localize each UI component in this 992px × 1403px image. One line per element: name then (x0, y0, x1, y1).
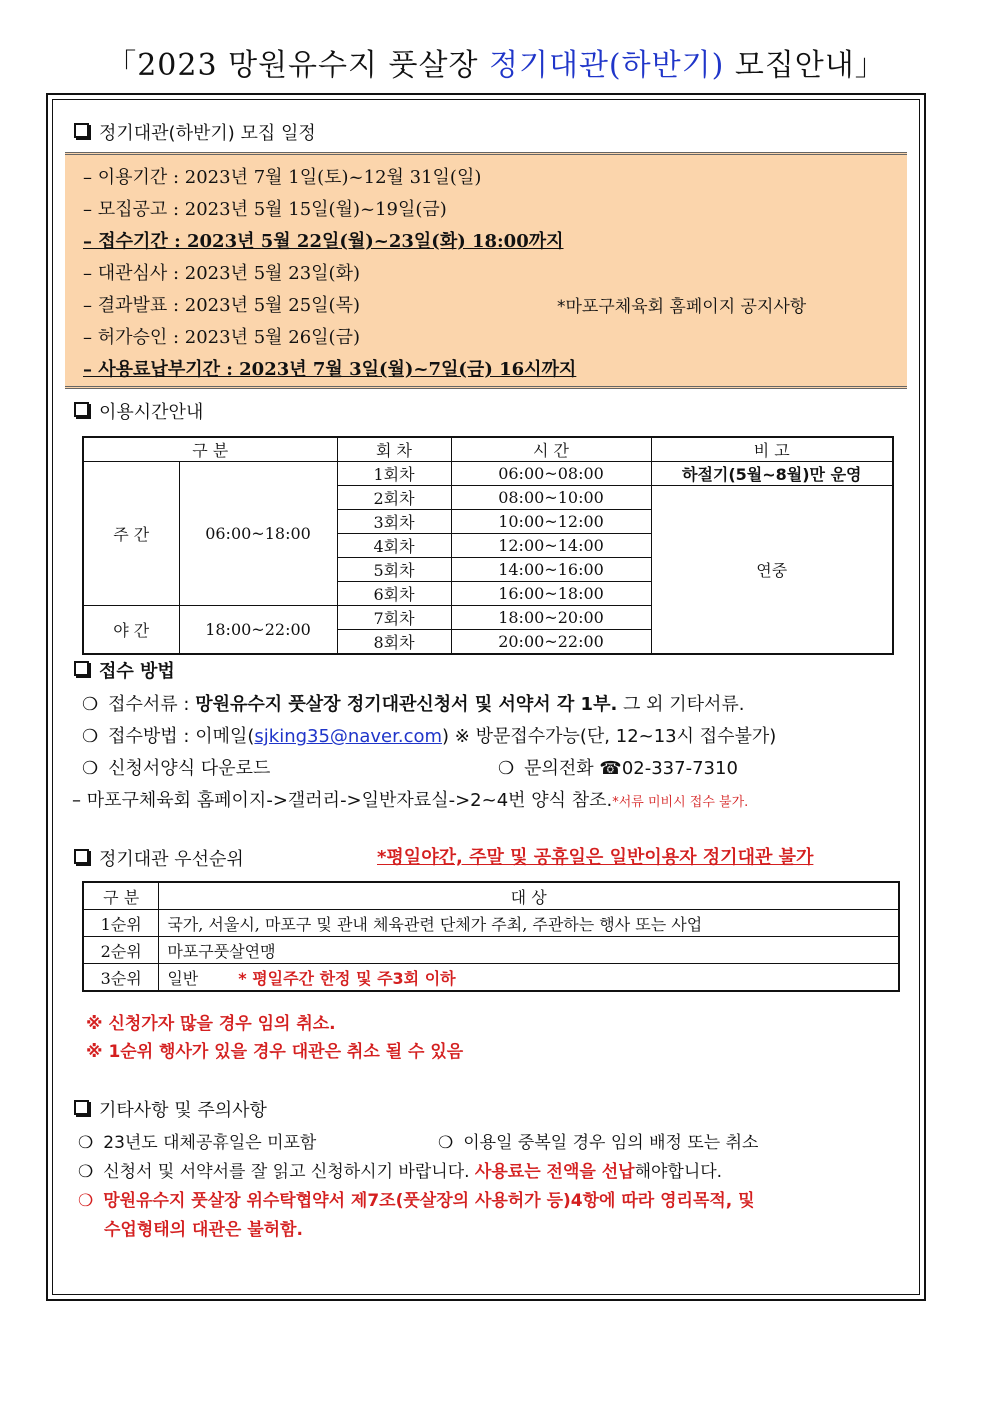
page-title: 「2023 망원유수지 풋살장 정기대관(하반기) 모집안내」 (106, 48, 886, 83)
schedule-line: – 모집공고 : 2023년 5월 15일(월)~19일(금) (83, 199, 447, 220)
schedule-line: – 대관심사 : 2023년 5월 23일(화) (83, 263, 360, 284)
round-cell: 3회차 (337, 510, 451, 534)
priority-table (82, 881, 900, 992)
schedule-line-highlight: – 접수기간 : 2023년 5월 22일(월)~23일(화) 18:00까지 (83, 231, 564, 252)
table-row (83, 964, 899, 992)
priority-red-note: *평일야간, 주말 및 공휴일은 일반이용자 정기대관 불가 (377, 847, 814, 868)
section-apply-heading: 접수 방법 (74, 657, 175, 683)
section-schedule-heading: 정기대관(하반기) 모집 일정 (74, 119, 316, 145)
round-cell: 6회차 (337, 582, 451, 606)
section-hours-heading: 이용시간안내 (74, 398, 203, 424)
note-item: ❍ 23년도 대체공휴일은 미포함 (78, 1133, 317, 1153)
table-row (83, 462, 893, 486)
header-cell: 구 분 (83, 882, 159, 910)
rank-cell: 1순위 (83, 910, 159, 937)
time-cell: 16:00~18:00 (451, 582, 651, 606)
priority-warning-2: ※ 1순위 행사가 있을 경우 대관은 취소 될 수 있음 (86, 1042, 464, 1062)
table-header-row (83, 882, 899, 910)
priority-warning-1: ※ 신청가자 많을 경우 임의 취소. (86, 1014, 336, 1034)
table-row (83, 937, 899, 964)
hours-table (82, 436, 894, 655)
time-cell: 08:00~10:00 (451, 486, 651, 510)
header-cell: 대 상 (159, 882, 899, 910)
note-item: ❍ 신청서 및 서약서를 잘 읽고 신청하시기 바랍니다. 사용료는 전액을 선납해야합니다. (78, 1162, 723, 1182)
email-link[interactable]: sjking35@naver.com (254, 726, 443, 747)
note-item-red: ❍ 망원유수지 풋살장 위수탁협약서 제7조(풋살장의 사용허가 등)4항에 따라 영리목적, 및 (78, 1191, 755, 1211)
section-notes-heading: 기타사항 및 주의사항 (74, 1096, 267, 1122)
schedule-line: – 허가승인 : 2023년 5월 26일(금) (83, 327, 360, 348)
checkbox-bullet-icon (74, 123, 89, 138)
checkbox-bullet-icon (74, 661, 89, 676)
rank-cell: 3순위 (83, 964, 159, 992)
section-priority-heading: 정기대관 우선순위 (74, 845, 244, 871)
schedule-box (65, 152, 907, 389)
checkbox-bullet-icon (74, 402, 89, 417)
round-cell: 5회차 (337, 558, 451, 582)
time-cell: 14:00~16:00 (451, 558, 651, 582)
round-cell: 2회차 (337, 486, 451, 510)
day-label: 주 간 (83, 462, 179, 606)
checkbox-bullet-icon (74, 849, 89, 864)
round-cell: 1회차 (337, 462, 451, 486)
round-cell: 8회차 (337, 630, 451, 655)
day-range: 06:00~18:00 (179, 462, 337, 606)
night-range: 18:00~22:00 (179, 606, 337, 655)
time-cell: 18:00~20:00 (451, 606, 651, 630)
time-cell: 20:00~22:00 (451, 630, 651, 655)
schedule-line: – 결과발표 : 2023년 5월 25일(목) (83, 295, 360, 316)
note-item: ❍ 이용일 중복일 경우 임의 배정 또는 취소 (438, 1133, 759, 1153)
time-cell: 12:00~14:00 (451, 534, 651, 558)
night-label: 야 간 (83, 606, 179, 655)
apply-docs-line: ❍ 접수서류 : 망원유수지 풋살장 정기대관신청서 및 서약서 각 1부. 그 외 기타서류. (82, 694, 745, 715)
target-cell: 마포구풋살연맹 (159, 937, 899, 964)
header-cell: 구 분 (83, 437, 337, 462)
header-cell: 회 차 (337, 437, 451, 462)
header-cell: 비 고 (651, 437, 893, 462)
time-cell: 10:00~12:00 (451, 510, 651, 534)
time-cell: 06:00~08:00 (451, 462, 651, 486)
download-line: ❍ 신청서양식 다운로드 (82, 758, 271, 779)
checkbox-bullet-icon (74, 1100, 89, 1115)
target-cell: 국가, 서울시, 마포구 및 관내 체육관련 단체가 주최, 주관하는 행사 또는 사업 (159, 910, 899, 937)
schedule-line: – 이용기간 : 2023년 7월 1일(토)~12월 31일(일) (83, 167, 482, 188)
phone-line: ❍ 문의전화 ☎02-337-7310 (498, 758, 738, 779)
apply-method-line: ❍ 접수방법 : 이메일(sjking35@naver.com) ※ 방문접수가능(단, 12~13시 접수불가) (82, 726, 777, 747)
target-cell: 일반 * 평일주간 한정 및 주3회 이하 (159, 964, 899, 992)
header-cell: 시 간 (451, 437, 651, 462)
rank-cell: 2순위 (83, 937, 159, 964)
schedule-line-highlight: – 사용료납부기간 : 2023년 7월 3일(월)~7일(금) 16시까지 (83, 359, 577, 380)
round-cell: 4회차 (337, 534, 451, 558)
download-path-line: – 마포구체육회 홈페이지->갤러리->일반자료실->2~4번 양식 참조.*서류 미비시 접수 불가. (72, 790, 749, 811)
round-cell: 7회차 (337, 606, 451, 630)
table-row (83, 910, 899, 937)
note-summer: 하절기(5월~8월)만 운영 (651, 462, 893, 486)
table-header-row (83, 437, 893, 462)
note-year: 연중 (651, 486, 893, 655)
schedule-note: *마포구체육회 홈페이지 공지사항 (557, 297, 807, 317)
note-item-red-cont: 수업형태의 대관은 불허함. (104, 1220, 303, 1240)
